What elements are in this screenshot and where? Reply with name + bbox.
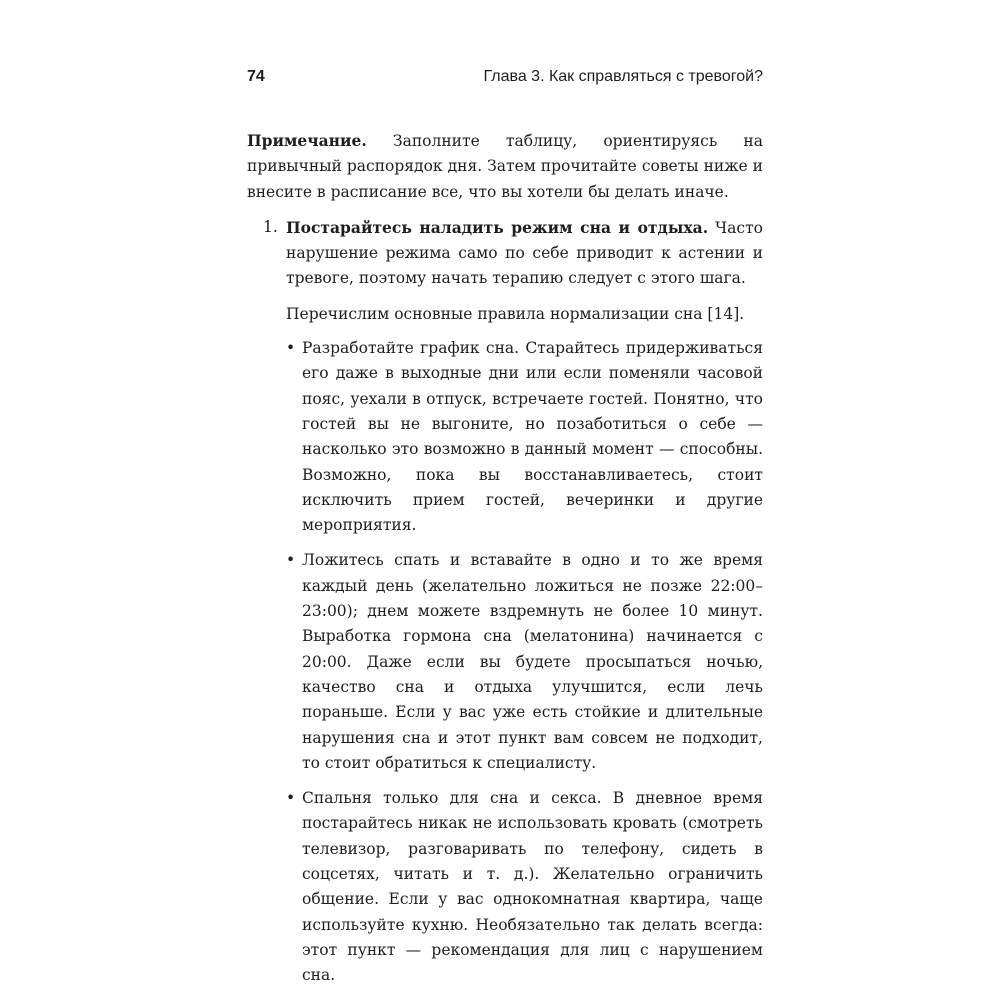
bullet-icon: •	[286, 789, 296, 808]
list-item	[286, 786, 763, 988]
page-number: 74	[247, 68, 265, 85]
bullet-icon: •	[286, 339, 296, 358]
chapter-title: Глава 3. Как справляться с тревогой?	[483, 68, 763, 85]
list-item	[286, 548, 763, 776]
page-body	[247, 128, 763, 999]
bullet-text: Разработайте график сна. Старайтесь придерживаться его даже в выходные дни или если поменяли часовой пояс, уехали в отпуск, встречаете гостей. Понятно, что гостей вы не выгоните, но позаботиться о себе — насколько это возможно в данный момент — способны. Возможно, пока вы восстанавливаетесь, стоит исключить прием гостей, вечеринки и другие мероприятия.	[302, 339, 763, 535]
item-text: Часто нарушение режима само по себе приводит к астении и тревоге, поэтому начать терапию следует с этого шага.	[286, 218, 763, 288]
bullet-icon: •	[286, 551, 296, 570]
running-header	[247, 68, 763, 94]
numbered-item-1	[247, 215, 763, 989]
item-heading: Постарайтесь наладить режим сна и отдыха.	[286, 217, 709, 237]
bullet-text: Спальня только для сна и секса. В дневное время постарайтесь никак не использовать кровать (смотреть телевизор, разговаривать по телефону, сидеть в соцсетях, читать и т. д.). Желательно ограничить общение. Если у вас однокомнатная квартира, чаще используйте кухню. Необязательно так делать всегда: этот пункт — рекомендация для лиц с нарушением сна.	[302, 789, 763, 985]
bullet-list	[286, 336, 763, 988]
item-paragraph	[286, 215, 763, 292]
note-text: Заполните таблицу, ориентируясь на привычный распорядок дня. Затем прочитайте советы ниже и внесите в расписание все, что вы хотели бы делать иначе.	[247, 132, 763, 201]
item-number: 1.	[263, 217, 278, 236]
note-paragraph	[247, 128, 763, 205]
list-item	[286, 336, 763, 538]
note-label: Примечание.	[247, 131, 367, 150]
item-subtext: Перечислим основные правила нормализации сна [14].	[286, 304, 745, 323]
bullet-text: Ложитесь спать и вставайте в одно и то же время каждый день (желательно ложиться не позже 22:00–23:00); днем можете вздремнуть не более 10 минут. Выработка гормона сна (мелатонина) начинается с 20:00. Даже если вы будете просыпаться ночью, качество сна и отдыха улучшится, если лечь пораньше. Если у вас уже есть стойкие и длительные нарушения сна и этот пункт вам совсем не подходит, то стоит обратиться к специалисту.	[302, 551, 763, 772]
